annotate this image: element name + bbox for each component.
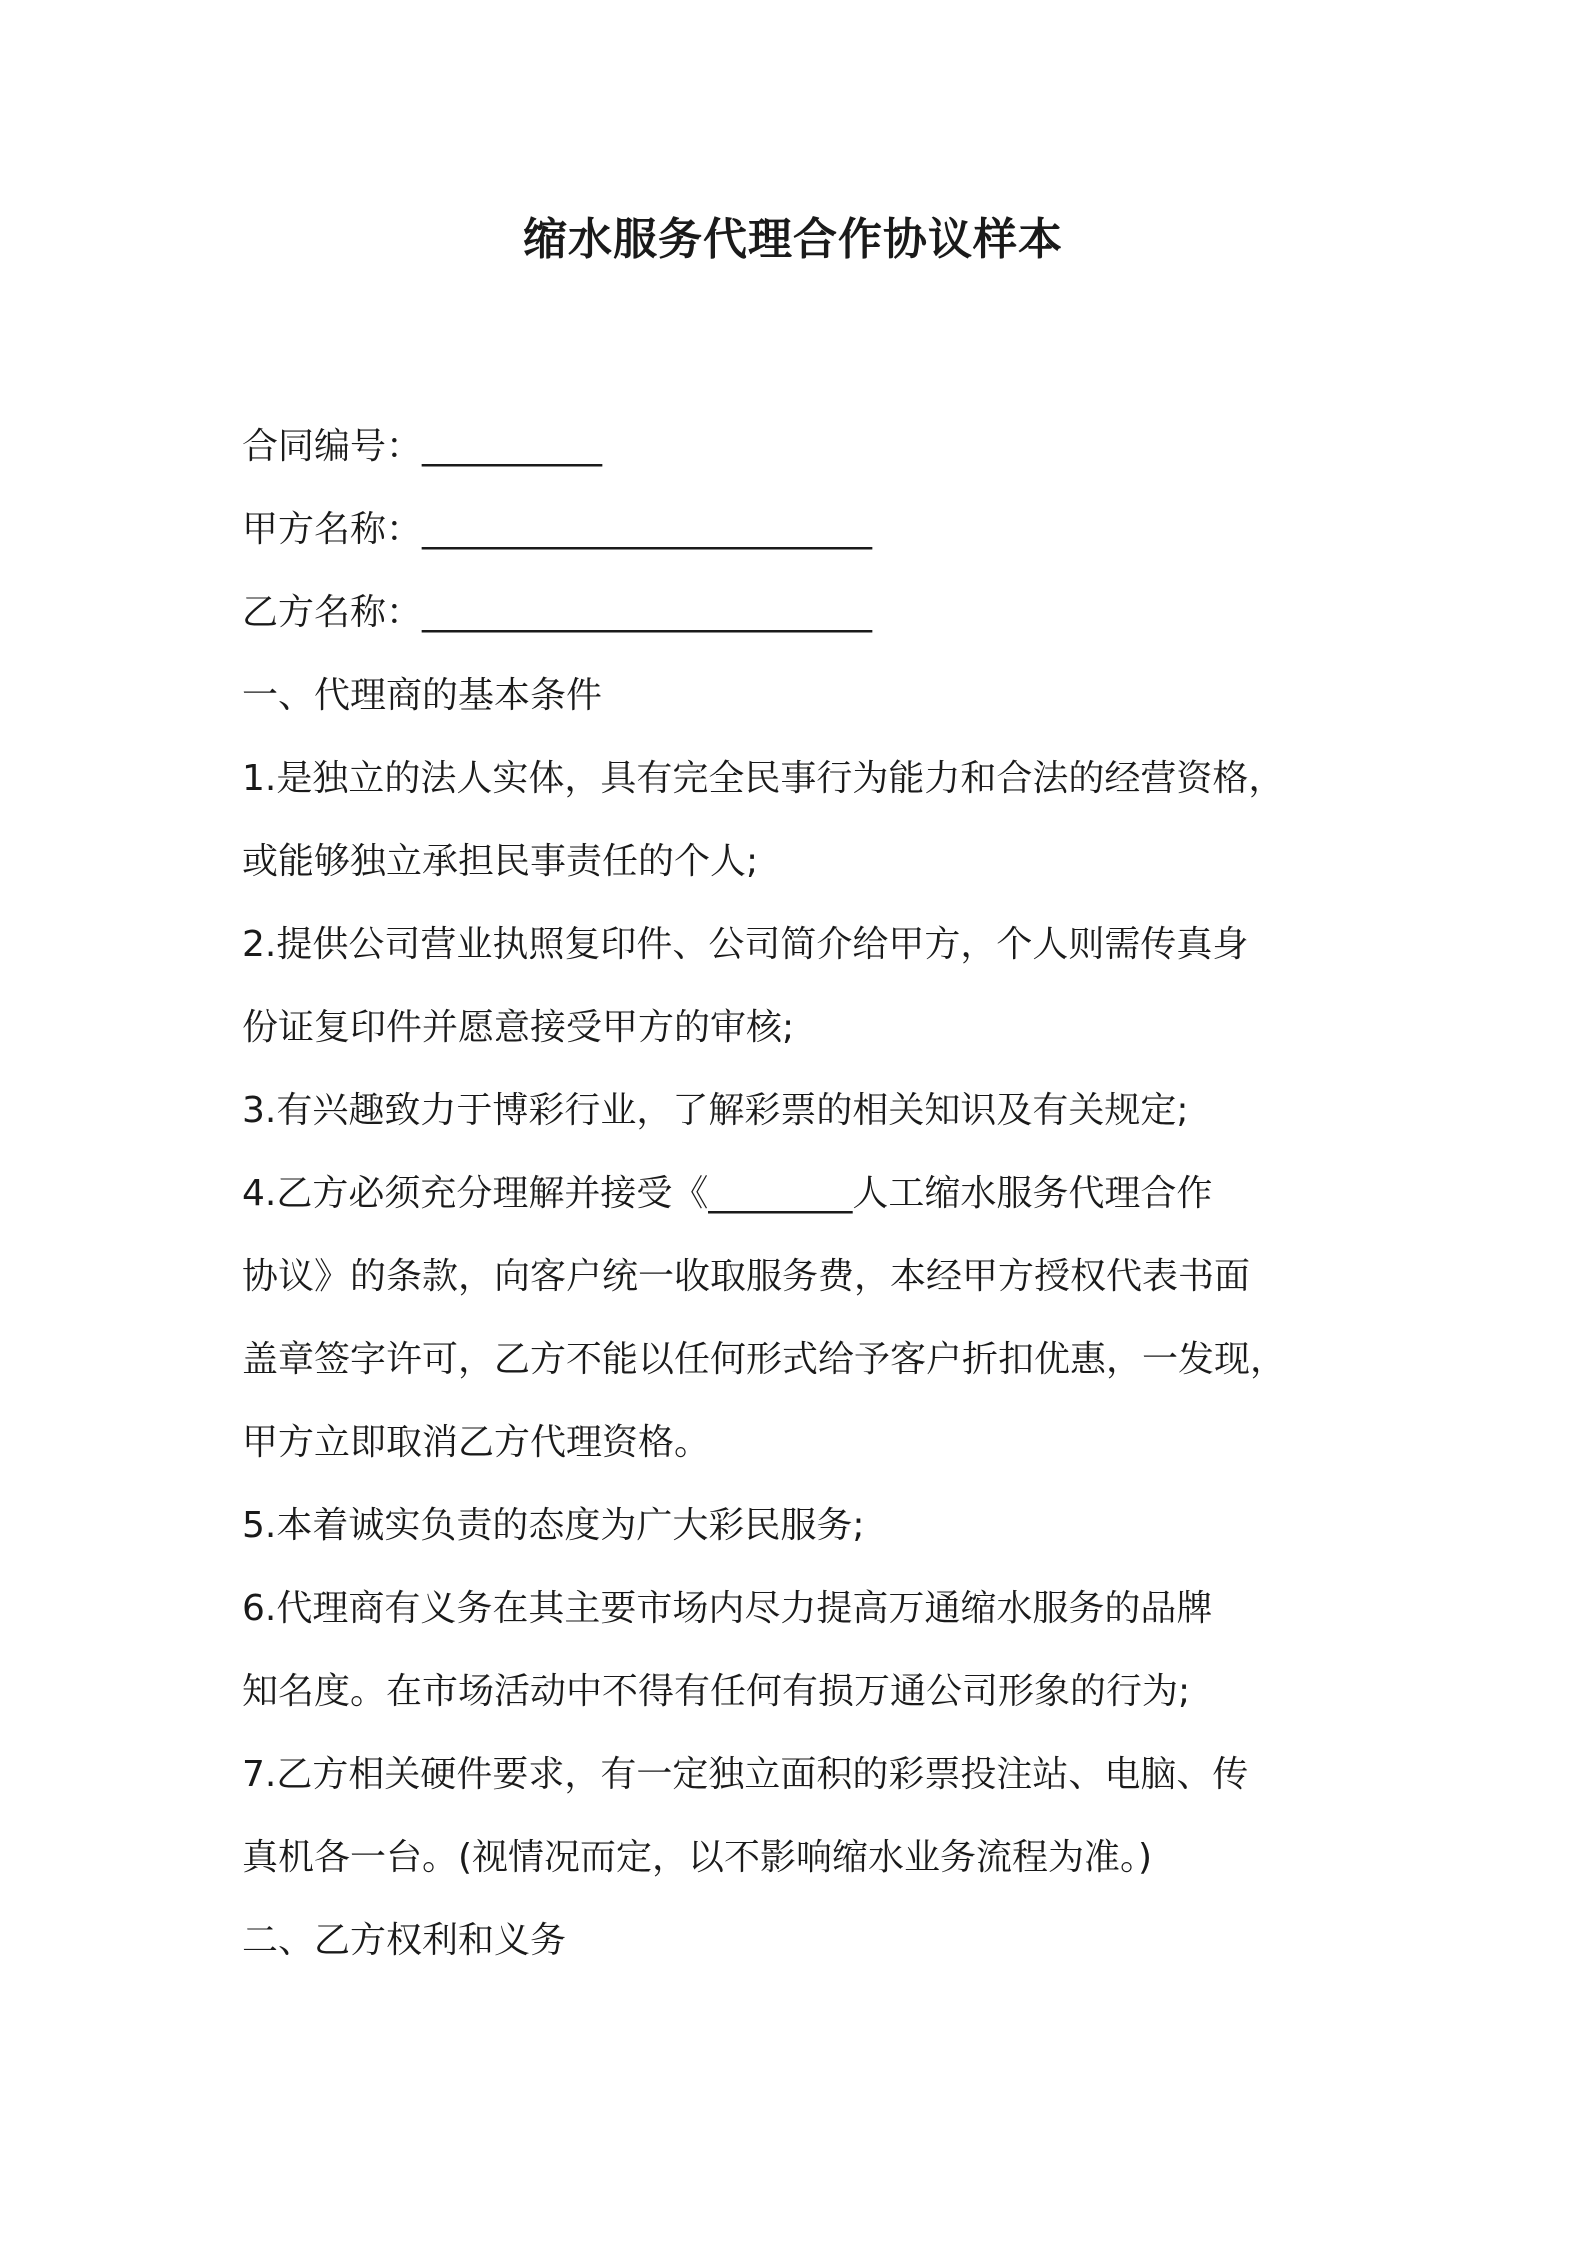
field-contract-number: 合同编号：__________ xyxy=(242,426,603,467)
clause-3-line-1: 3.有兴趣致力于博彩行业，了解彩票的相关知识及有关规定; xyxy=(242,1090,1189,1131)
clause-7-line-2: 真机各一台。(视情况而定，以不影响缩水业务流程为准。) xyxy=(242,1837,1153,1878)
clause-6-line-1: 6.代理商有义务在其主要市场内尽力提高万通缩水服务的品牌 xyxy=(242,1588,1213,1629)
section-heading-2: 二、乙方权利和义务 xyxy=(242,1920,567,1961)
clause-4-line-1: 4.乙方必须充分理解并接受《________人工缩水服务代理合作 xyxy=(242,1173,1213,1214)
field-party-b-name: 乙方名称：_________________________ xyxy=(242,592,873,633)
section-heading-1: 一、代理商的基本条件 xyxy=(242,675,603,716)
field-party-a-name: 甲方名称：_________________________ xyxy=(242,509,873,550)
clause-6-line-2: 知名度。在市场活动中不得有任何有损万通公司形象的行为; xyxy=(242,1671,1191,1712)
clause-2-line-1: 2.提供公司营业执照复印件、公司简介给甲方，个人则需传真身 xyxy=(242,924,1249,965)
clause-1-line-2: 或能够独立承担民事责任的个人; xyxy=(242,841,759,882)
document-body xyxy=(242,405,1367,1982)
document-title: 缩水服务代理合作协议样本 xyxy=(523,214,1063,265)
clause-4-line-3: 盖章签字许可，乙方不能以任何形式给予客户折扣优惠，一发现， xyxy=(242,1339,1287,1380)
clause-4-line-4: 甲方立即取消乙方代理资格。 xyxy=(242,1422,711,1463)
clause-7-line-1: 7.乙方相关硬件要求，有一定独立面积的彩票投注站、电脑、传 xyxy=(242,1754,1249,1795)
clause-4-line-2: 协议》的条款，向客户统一收取服务费，本经甲方授权代表书面 xyxy=(242,1256,1251,1297)
clause-2-line-2: 份证复印件并愿意接受甲方的审核; xyxy=(242,1007,795,1048)
clause-1-line-1: 1.是独立的法人实体，具有完全民事行为能力和合法的经营资格， xyxy=(242,758,1285,799)
clause-5-line-1: 5.本着诚实负责的态度为广大彩民服务; xyxy=(242,1505,865,1546)
